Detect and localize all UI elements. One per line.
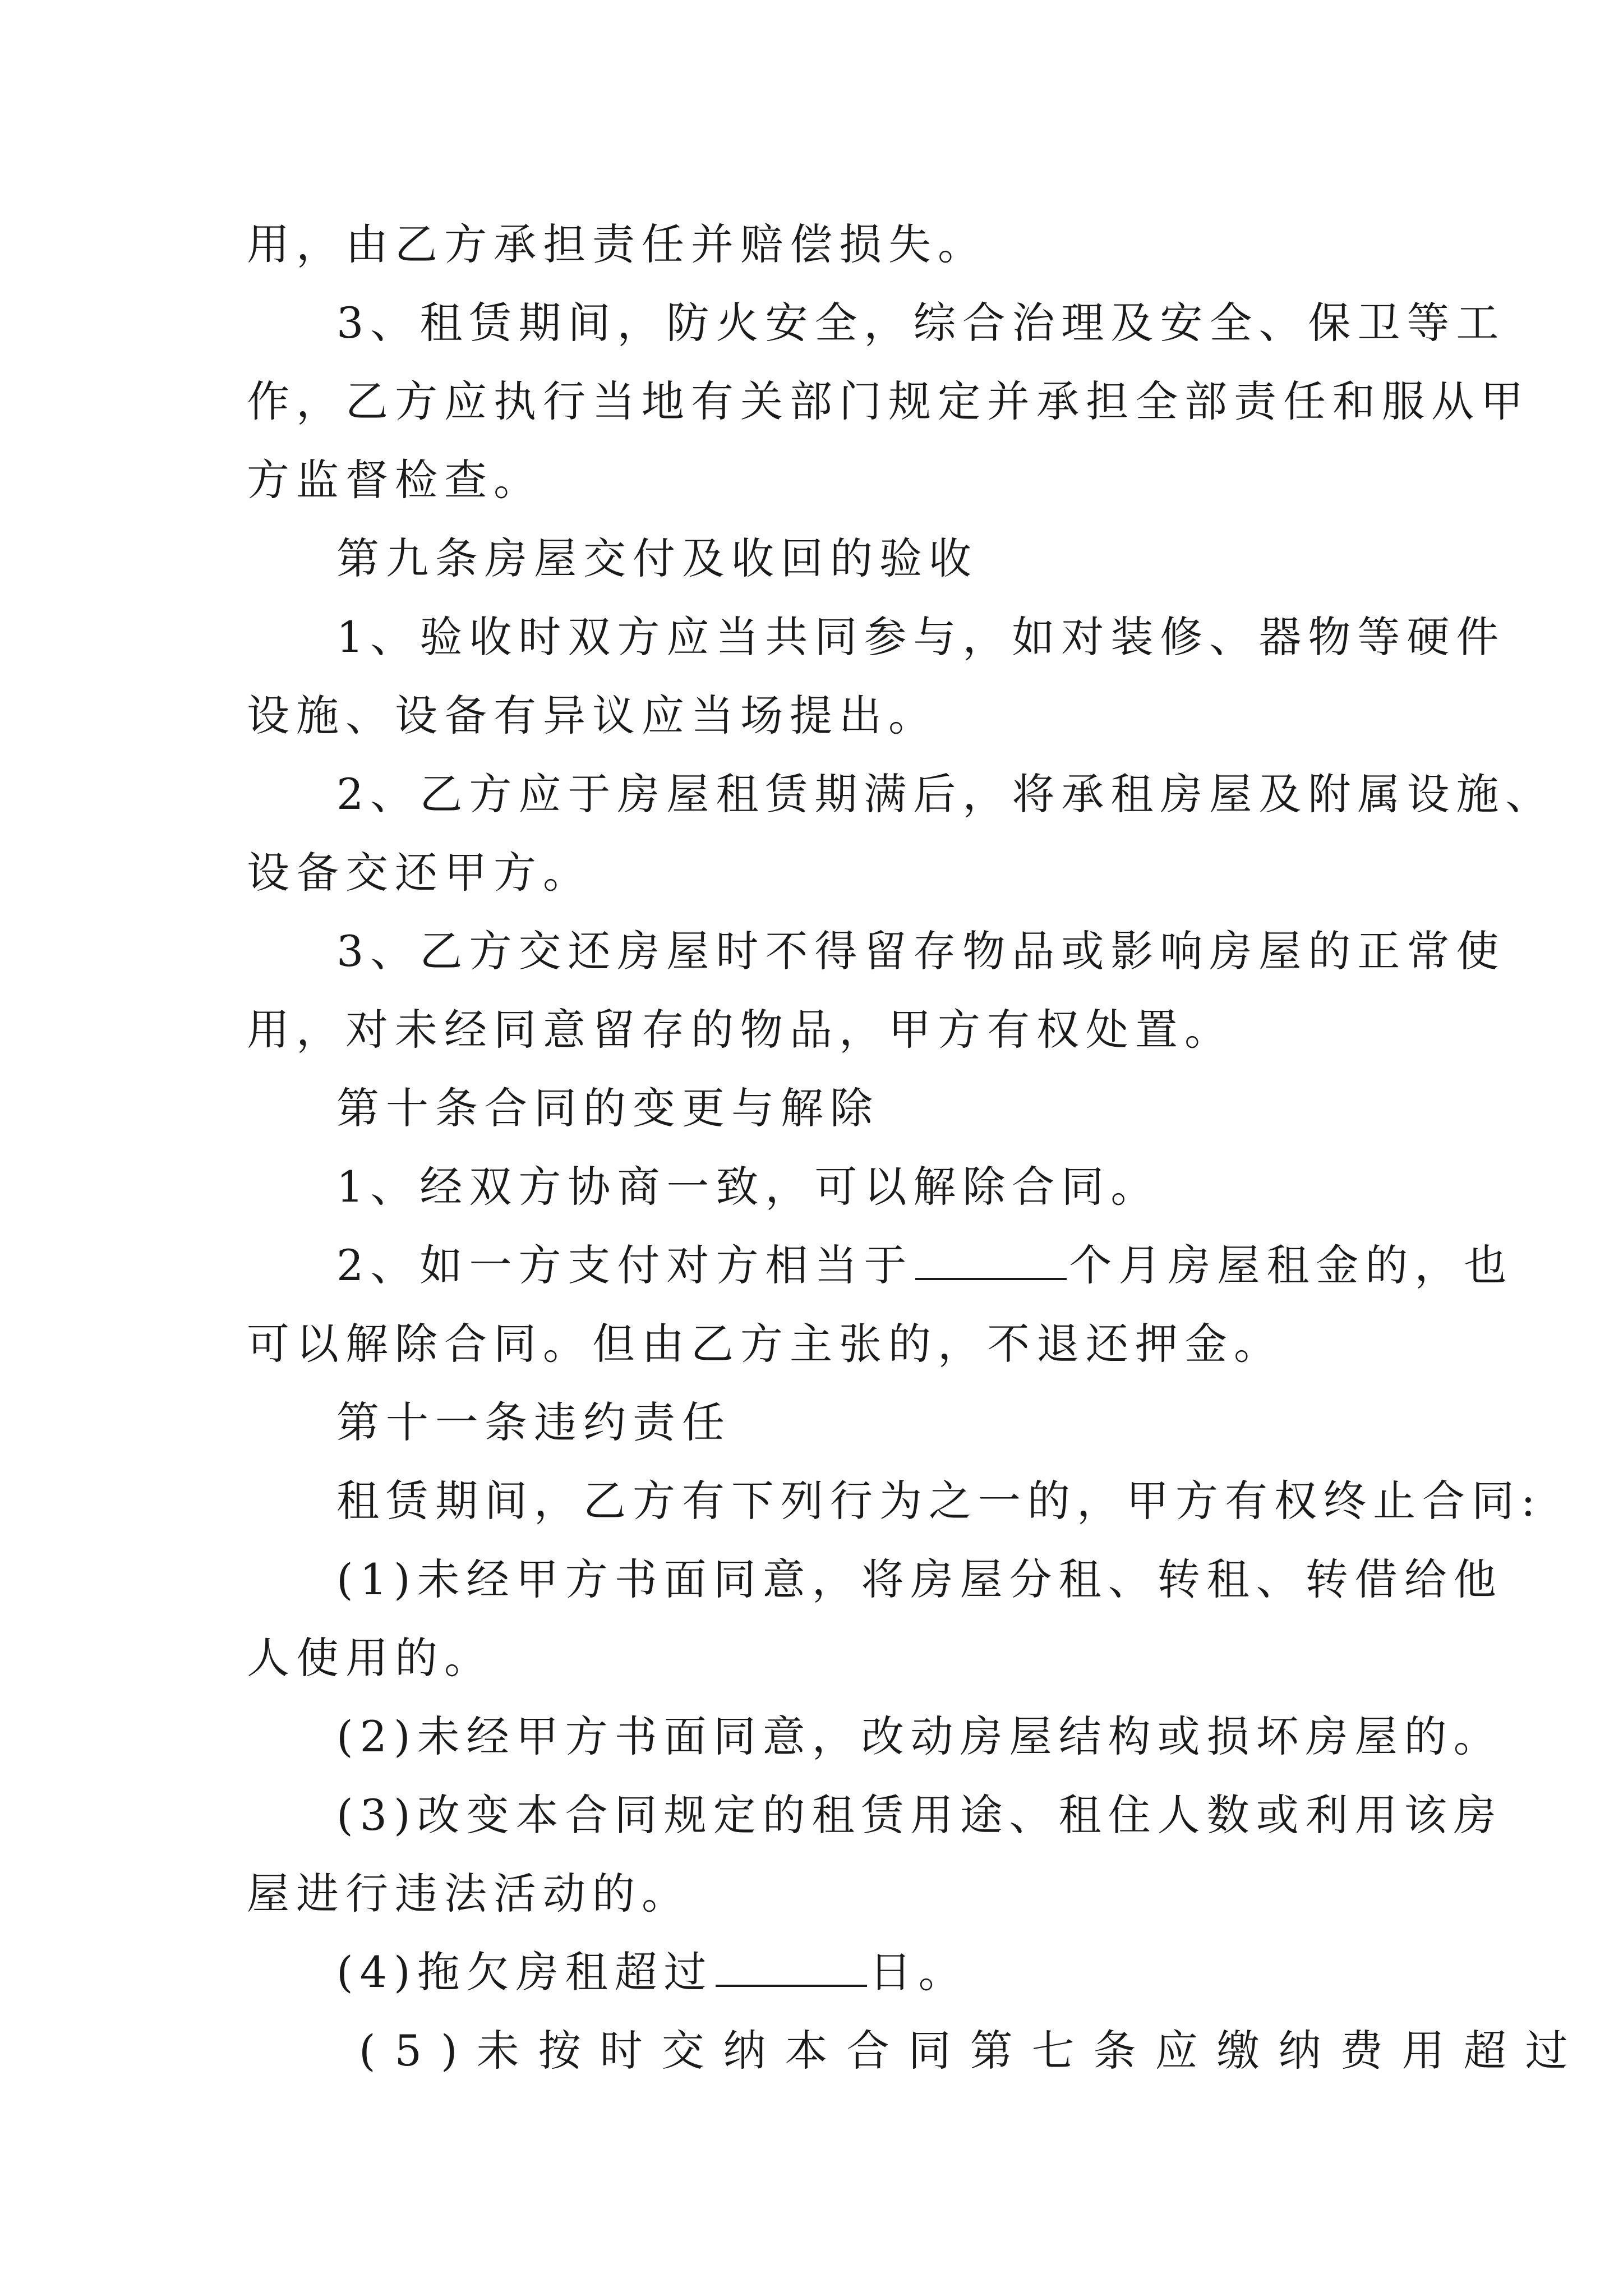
text-line: 1、经双方协商一致，可以解除合同。	[336, 1162, 1160, 1212]
text-line: 人使用的。	[247, 1633, 494, 1683]
text-line: 2、乙方应于房屋租赁期满后，将承租房屋及附属设施、	[336, 769, 1555, 819]
text-line: 屋进行违法活动的。	[247, 1869, 691, 1918]
section-heading: 第十一条违约责任	[336, 1397, 731, 1447]
text-line: (2)未经甲方书面同意，改动房屋结构或损坏房屋的。	[336, 1711, 1503, 1761]
text-segment: 日。	[869, 1947, 968, 1997]
text-line	[336, 1226, 1514, 1305]
section-heading: 第十条合同的变更与解除	[336, 1083, 879, 1133]
text-line: 作，乙方应执行当地有关部门规定并承担全部责任和服从甲	[247, 376, 1530, 426]
text-segment: (4)拖欠房租超过	[336, 1947, 713, 1997]
text-line: (3)改变本合同规定的租赁用途、租住人数或利用该房	[336, 1790, 1503, 1840]
text-segment: 个月房屋租金的，也	[1069, 1240, 1514, 1290]
text-line	[336, 1933, 1402, 2012]
text-line: 3、乙方交还房屋时不得留存物品或影响房屋的正常使	[336, 926, 1506, 976]
text-line: 用，对未经同意留存的物品，甲方有权处置。	[247, 1005, 1234, 1055]
text-line: 可以解除合同。但由乙方主张的，不退还押金。	[247, 1319, 1283, 1369]
text-line: (5)未按时交纳本合同第七条应缴纳费用超过	[359, 2026, 1587, 2076]
text-line: 用，由乙方承担责任并赔偿损失。	[247, 219, 987, 269]
text-segment: 2、如一方支付对方相当于	[336, 1240, 914, 1290]
text-line: 3、租赁期间，防火安全，综合治理及安全、保卫等工	[336, 298, 1506, 348]
fill-in-blank	[915, 1239, 1067, 1280]
text-line: 方监督检查。	[247, 455, 543, 505]
text-line: 1、验收时双方应当共同参与，如对装修、器物等硬件	[336, 612, 1506, 662]
text-line: 设备交还甲方。	[247, 848, 592, 898]
text-line: (1)未经甲方书面同意，将房屋分租、转租、转借给他	[336, 1554, 1503, 1604]
section-heading: 第九条房屋交付及收回的验收	[336, 533, 978, 583]
text-line: 设施、设备有异议应当场提出。	[247, 691, 938, 740]
fill-in-blank	[716, 1945, 867, 1987]
text-line: 租赁期间，乙方有下列行为之一的，甲方有权终止合同:	[336, 1476, 1542, 1526]
